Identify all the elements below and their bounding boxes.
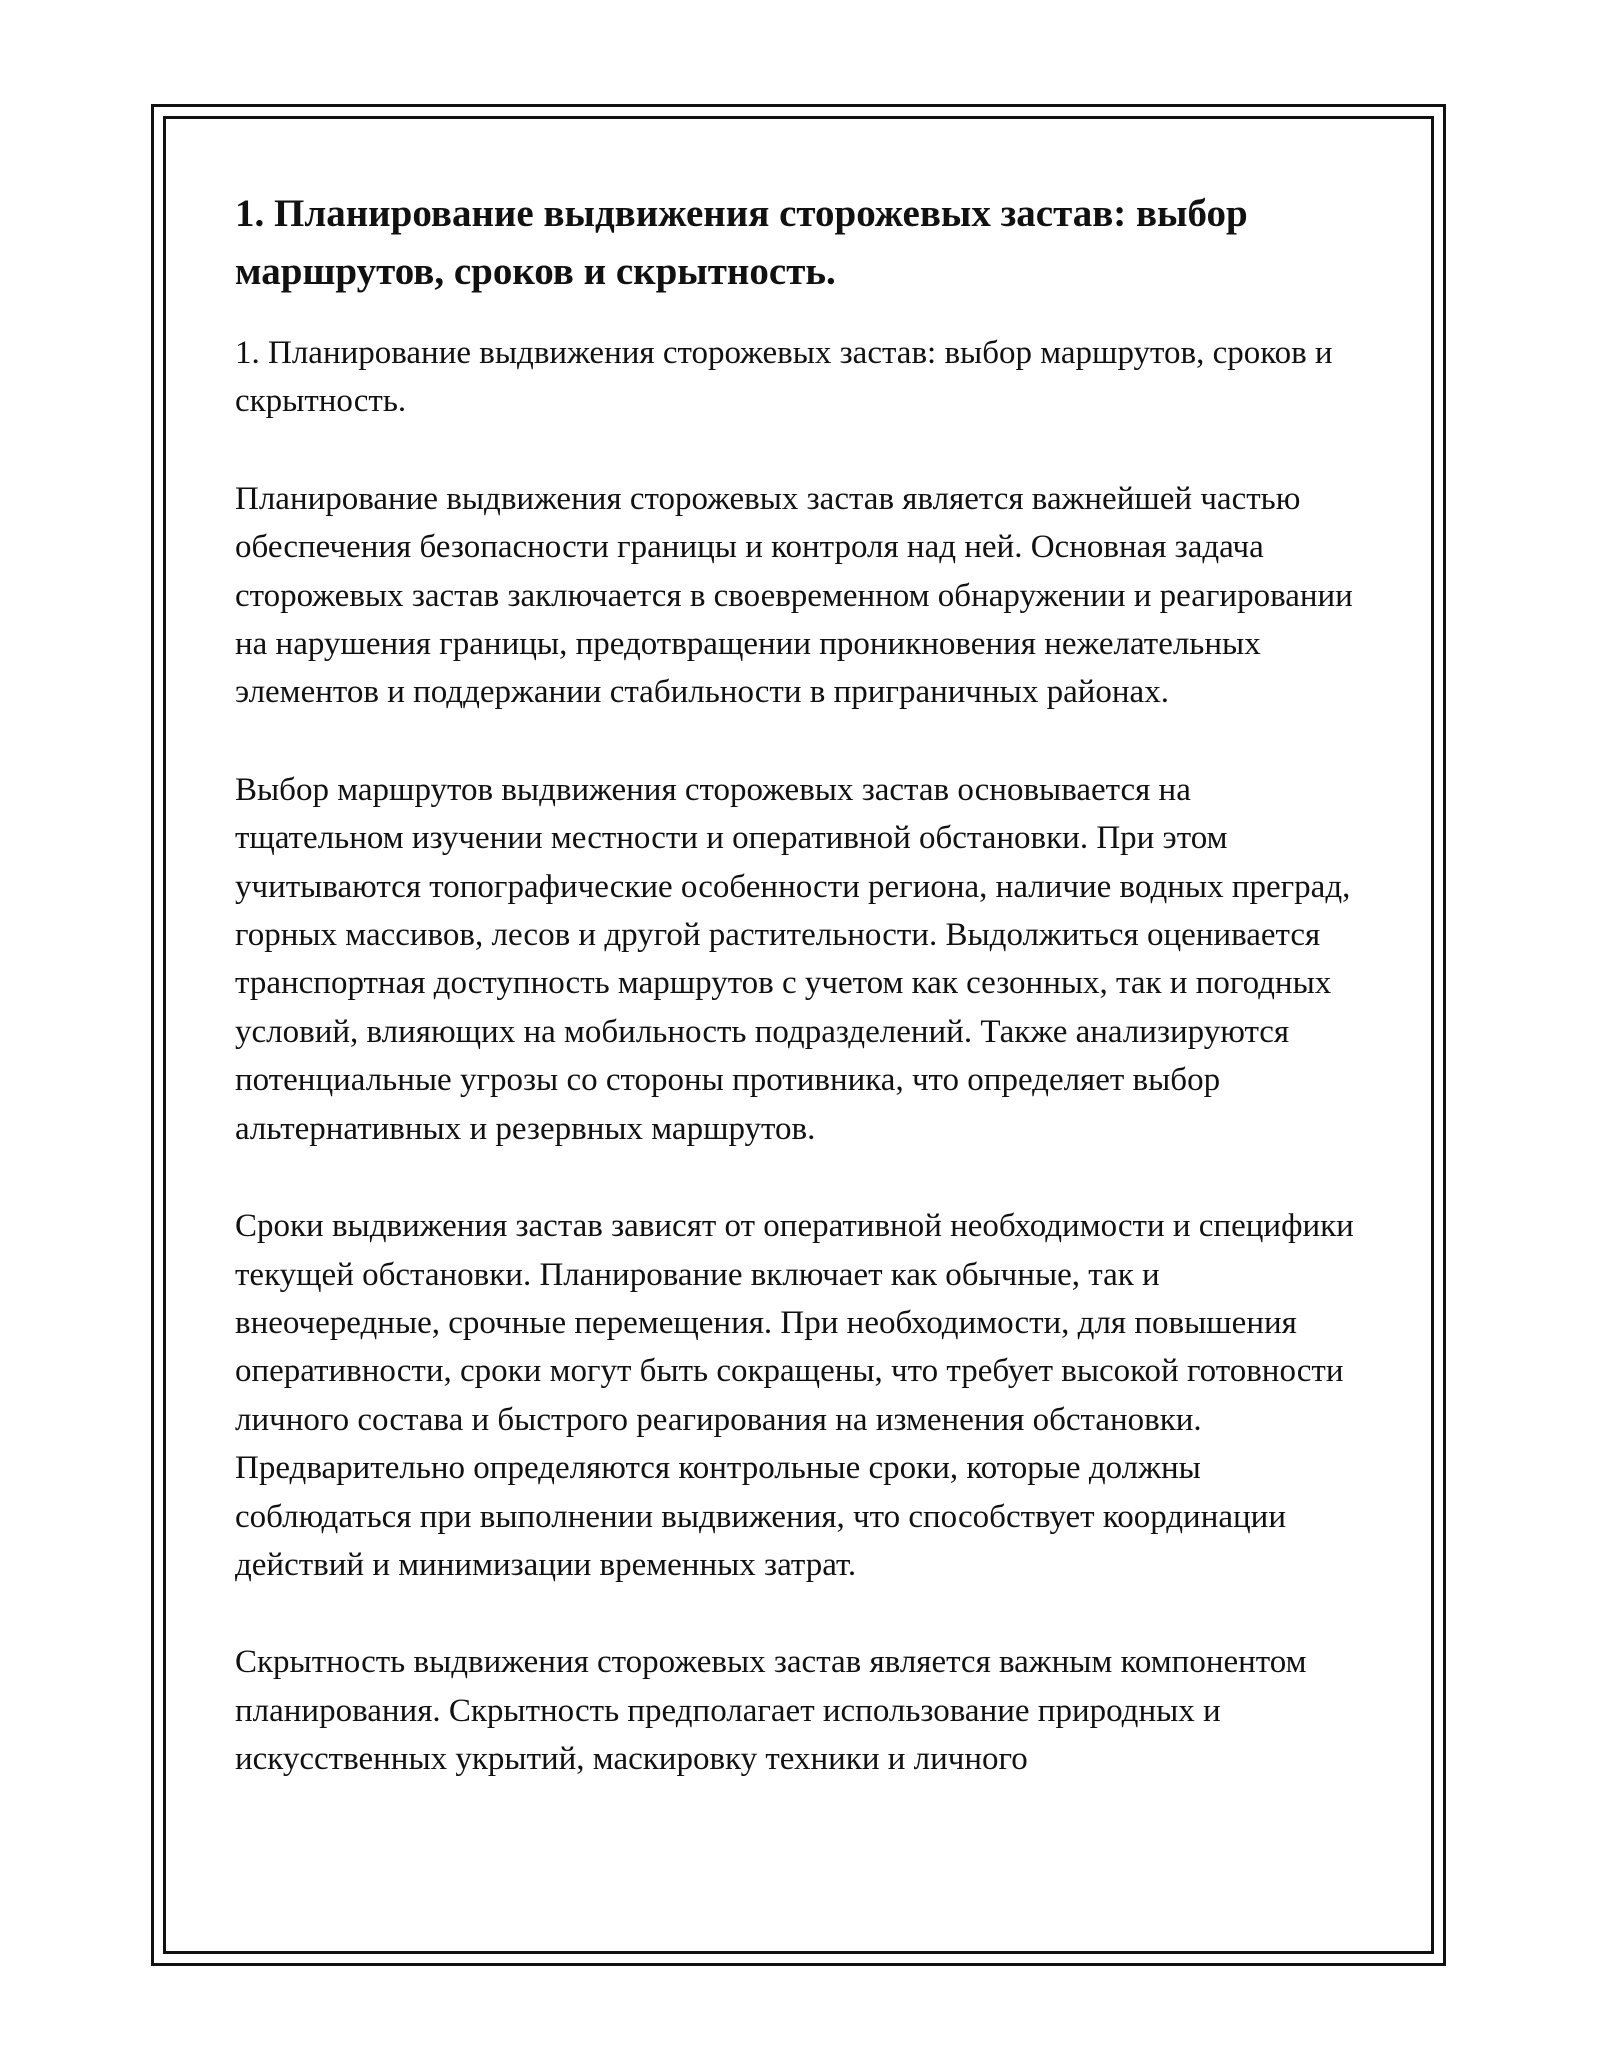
- paragraph-1: 1. Планирование выдвижения сторожевых застав: выбор маршрутов, сроков и скрытность.: [235, 335, 1333, 420]
- paragraph-2: Планирование выдвижения сторожевых застав является важнейшей частью обеспечения безопасности границы и контроля над ней. Основная задача сторожевых застав заключается в своевременном обнаружении и реагировании на нарушения границы, предотвращении проникновения нежелательных элементов и поддержании стабильности в приграничных районах.: [235, 480, 1353, 711]
- paragraph-4: Сроки выдвижения застав зависят от оперативной необходимости и специфики текущей обстановки. Планирование включает как обычные, так и внеочередные, срочные перемещения. При необходимости, для повышения оперативности, сроки могут быть сокращены, что требует высокой готовности личного состава и быстрого реагирования на изменения обстановки. Предварительно определяются контрольные сроки, которые должны соблюдаться при выполнении выдвижения, что способствует координации действий и минимизации временных затрат.: [235, 1208, 1354, 1583]
- document-heading: 1. Планирование выдвижения сторожевых застав: выбор маршрутов, сроков и скрытность.: [235, 192, 1248, 293]
- paragraph-5: Скрытность выдвижения сторожевых застав является важным компонентом планирования. Скрытность предполагает использование природных и искусственных укрытий, маскировку техники и личного: [235, 1644, 1307, 1778]
- document-body: [235, 185, 1365, 1784]
- paragraph-3: Выбор маршрутов выдвижения сторожевых застав основывается на тщательном изучении местности и оперативной обстановки. При этом учитываются топографические особенности региона, наличие водных преград, горных массивов, лесов и другой растительности. Выдолжиться оценивается транспортная доступность маршрутов с учетом как сезонных, так и погодных условий, влияющих на мобильность подразделений. Также анализируются потенциальные угрозы со стороны противника, что определяет выбор альтернативных и резервных маршрутов.: [235, 771, 1351, 1147]
